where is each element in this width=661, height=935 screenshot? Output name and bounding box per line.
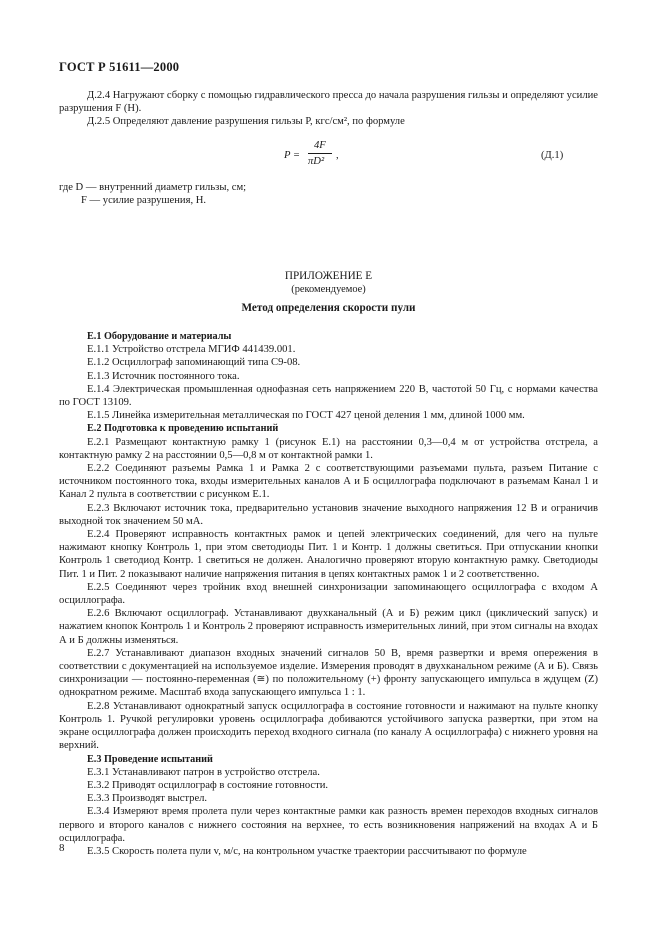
clause-e13: Е.1.3 Источник постоянного тока.	[87, 370, 240, 382]
clause-e22: Е.2.2 Соединяют разъемы Рамка 1 и Рамка 2 с соответствующими разъемами пульта, разъем Питание с источником постоянного тока, входы измерительных каналов А и Б осциллографа подключают в разъемам Канал 1 и Канал 2 пульта в соответствии с рисунком Е.1.	[59, 463, 598, 501]
page-number: 8	[59, 842, 65, 854]
clause-e34: Е.3.4 Измеряют время пролета пули через контактные рамки как разность времен переходов входных сигналов первого и второго каналов с нижнего состояния на верхнее, то есть возникновения напряжений на входах А и Б осциллографа.	[59, 806, 598, 844]
formula-lhs: P =	[284, 150, 301, 161]
appendix-body	[59, 330, 598, 858]
clause-e33: Е.3.3 Производят выстрел.	[87, 793, 208, 805]
clause-d24: Д.2.4 Нагружают сборку с помощью гидравлического пресса до начала разрушения гильзы и определяют усилие разрушения F (H).	[59, 90, 598, 115]
where-f: F — усилие разрушения, Н.	[81, 195, 207, 207]
clause-e31: Е.3.1 Устанавливают патрон в устройство отстрела.	[87, 766, 320, 778]
clause-e27: Е.2.7 Устанавливают диапазон входных значений сигналов 50 В, время развертки и время опережения в соответствии с документацией на используемое изделие. Измерения проводят в двухканальном режиме (А и Б). Связь синхронизации — постоянно-переменная (≅) по положительному (+) фронту запускающего импульса в ждущем (Z) однократном режиме. Масштаб входа запускающего импульса 1 : 1.	[59, 647, 598, 699]
clause-e23: Е.2.3 Включают источник тока, предварительно установив значение выходного напряжения 12 В и ограничив выходной ток значением 50 мА.	[59, 502, 598, 527]
clause-e28: Е.2.8 Устанавливают однократный запуск осциллографа в состояние готовности и нажимают на пульте кнопку Контроль 1. Ручкой регулировки уровень осциллографа добиваются устойчивого запуска развертки, при этом на экране осциллографа должен происходить переход входного сигнала (по каналу А осциллографа) с нижнего уровня на верхний.	[59, 700, 598, 752]
section-heading: Е.2 Подготовка к проведению испытаний	[87, 423, 279, 435]
formula-denominator: πD²	[308, 156, 325, 167]
clause-e15: Е.1.5 Линейка измерительная металлическая по ГОСТ 427 ценой деления 1 мм, длиной 1000 мм.	[87, 410, 525, 422]
clause-e25: Е.2.5 Соединяют через тройник вход внешней синхронизации запоминающего осциллографа с входом А осциллографа.	[59, 581, 598, 607]
clause-e32: Е.3.2 Приводят осциллограф в состояние готовности.	[87, 779, 329, 791]
clause-d25: Д.2.5 Определяют давление разрушения гильзы P, кгс/см², по формуле	[87, 116, 405, 128]
section-heading: Е.3 Проведение испытаний	[87, 753, 213, 765]
clause-e12: Е.1.2 Осциллограф запоминающий типа С9-08.	[87, 357, 301, 369]
formula-comma: ,	[336, 150, 339, 161]
where-clause	[59, 181, 598, 207]
document-id-header: ГОСТ Р 51611—2000	[59, 60, 180, 74]
prev-appendix-text	[59, 89, 598, 129]
clause-e11: Е.1.1 Устройство отстрела МГИФ 441439.001.	[87, 344, 296, 356]
method-title: Метод определения скорости пули	[241, 302, 416, 314]
clause-e24: Е.2.4 Проверяют исправность контактных рамок и цепей электрических соединений, для чего на пульте нажимают кнопку Контроль 1, при этом светодиоды Пит. 1 и Контр. 1 должны светиться. При отпускании кнопки Контроль 1 светодиод Контр. 1 светиться не должен. Аналогично проверяют вторую контактную рамку. Светодиоды Пит. 1 и Пит. 2 показывают наличие напряжения питания в цепях контактных рамок 1 и 2 соответственно.	[59, 529, 598, 580]
clause-e35: Е.3.5 Скорость полета пули v, м/с, на контрольном участке траектории рассчитывают по формуле	[87, 845, 527, 857]
clause-e21: Е.2.1 Размещают контактную рамку 1 (рисунок Е.1) на расстоянии 0,3—0,4 м от устройства отстрела, а контактную рамку 2 на расстоянии 0,5—0,8 м от контактной рамки 1.	[59, 436, 598, 461]
appendix-subtitle: (рекомендуемое)	[291, 284, 366, 295]
pressure-formula	[284, 135, 364, 175]
clause-e14: Е.1.4 Электрическая промышленная однофазная сеть напряжением 220 В, частотой 50 Гц, с нормами качества по ГОСТ 13109.	[59, 383, 598, 409]
clause-e26: Е.2.6 Включают осциллограф. Устанавливают двухканальный (А и Б) режим цикл (циклический запуск) и нажатием кнопок Контроль 1 и Контроль 2 проверяют исправность измерительных линий, при этом сигналы на входах А и Б должны изменяться.	[59, 608, 598, 646]
fraction-bar	[308, 153, 332, 154]
appendix-title: ПРИЛОЖЕНИЕ Е	[284, 270, 373, 282]
equation-number: (Д.1)	[541, 150, 564, 161]
where-d: где D — внутренний диаметр гильзы, см;	[59, 182, 247, 193]
formula-numerator: 4F	[314, 140, 326, 151]
section-heading: Е.1 Оборудование и материалы	[87, 331, 232, 342]
